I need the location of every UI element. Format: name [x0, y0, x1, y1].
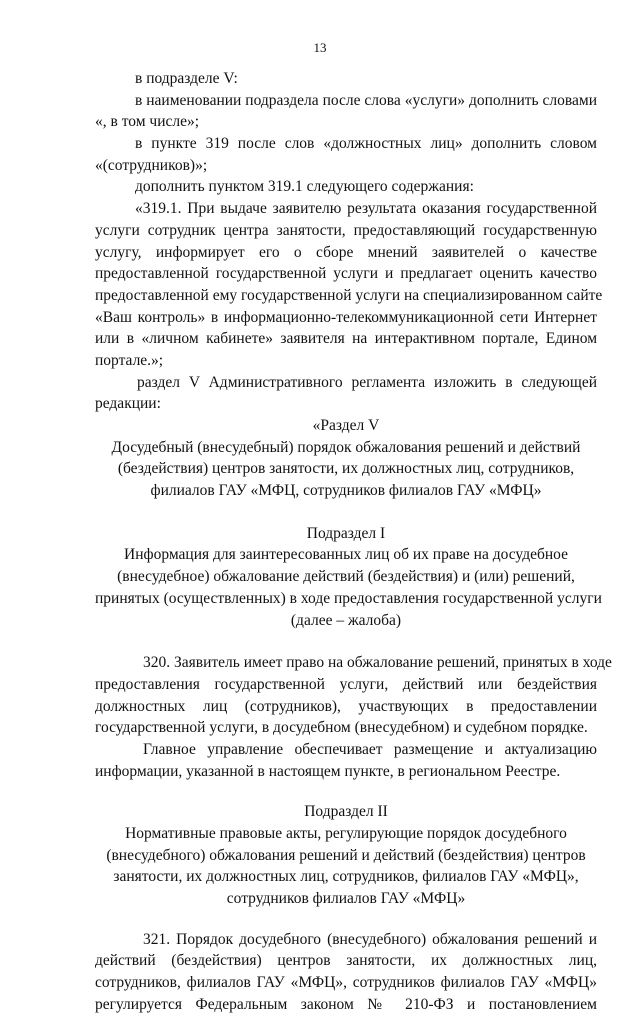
text-line: предоставленной ему государственной услуги на специализированном сайте: [95, 286, 603, 304]
subsection-title-line: занятости, их должностных лиц, сотрудников, филиалов ГАУ «МФЦ»,: [113, 868, 579, 886]
subsection-title-line: сотрудников филиалов ГАУ «МФЦ»: [226, 890, 466, 908]
subsection-title-line: Нормативные правовые акты, регулирующие порядок досудебного: [125, 825, 567, 842]
section-heading: «Раздел V: [312, 417, 380, 434]
subsection-heading: Подраздел I: [306, 524, 386, 542]
text-line: предоставленной государственной услуги и предлагает оценить качество: [95, 265, 597, 283]
subsection-heading: Подраздел II: [304, 803, 388, 821]
text-line: в подразделе V:: [135, 70, 238, 87]
text-line: услугу, информирует его о сборе мнений заявителей о качестве: [95, 243, 597, 261]
text-line: 321. Порядок досудебного (внесудебного) обжалования решений и: [143, 930, 597, 948]
text-line: услуги сотрудник центра занятости, предоставляющий государственную: [95, 221, 597, 239]
text-line: сотрудников, филиалов ГАУ «МФЦ», сотрудников филиалов ГАУ «МФЦ»: [95, 974, 597, 992]
text-line: 320. Заявитель имеет право на обжалование решений, принятых в ходе: [143, 654, 612, 672]
text-line: дополнить пунктом 319.1 следующего содержания:: [135, 178, 474, 196]
subsection-title-line: Информация для заинтересованных лиц об их праве на досудебное: [124, 546, 568, 564]
subsection-title-line: принятых (осуществленных) в ходе предоставления государственной услуги: [95, 589, 602, 607]
text-line: предоставления государственной услуги, действий или бездействия: [95, 675, 597, 693]
text-line: «319.1. При выдаче заявителю результата оказания государственной: [135, 200, 597, 218]
text-line: Главное управление обеспечивает размещение и актуализацию: [143, 740, 597, 758]
text-line: «Ваш контроль» в информационно-телекоммуникационной сети Интернет: [95, 308, 597, 326]
page-number: 13: [313, 40, 327, 55]
text-line: или в «личном кабинете» заявителя на интерактивном портале, Едином: [95, 330, 597, 348]
text-line: регулируется Федеральным законом № 210-ФЗ и постановлением: [95, 995, 597, 1013]
text-line: в наименовании подраздела после слова «услуги» дополнить словами: [135, 91, 597, 109]
section-title-line: (бездействия) центров занятости, их должностных лиц, сотрудников,: [117, 460, 575, 478]
text-line: должностных лиц (сотрудников), участвующих в предоставлении: [95, 697, 597, 715]
section-title-line: филиалов ГАУ «МФЦ, сотрудников филиалов ГАУ «МФЦ»: [150, 482, 542, 500]
document-body: [95, 68, 612, 1016]
text-line: раздел V Административного регламента изложить в следующей: [137, 373, 597, 391]
text-line: в пункте 319 после слов «должностных лиц» дополнить словом: [135, 135, 597, 153]
text-line: портале.»;: [95, 351, 164, 369]
text-line: информации, указанной в настоящем пункте, в региональном Реестре.: [95, 762, 561, 780]
section-title-line: Досудебный (внесудебный) порядок обжалования решений и действий: [111, 438, 581, 456]
text-line: «(сотрудников)»;: [95, 156, 208, 174]
subsection-title-line: (внесудебного) обжалования решений и действий (бездействия) центров: [106, 846, 586, 864]
text-line: редакции:: [95, 395, 161, 413]
subsection-title-line: (внесудебное) обжалование действий (бездействия) и (или) решений,: [117, 568, 575, 586]
subsection-title-line: (далее – жалоба): [290, 611, 402, 629]
text-line: «, в том числе»;: [95, 113, 200, 131]
text-line: государственной услуги, в досудебном (внесудебном) и судебном порядке.: [95, 719, 588, 737]
text-line: действий (бездействия) центров занятости, их должностных лиц,: [95, 952, 597, 970]
